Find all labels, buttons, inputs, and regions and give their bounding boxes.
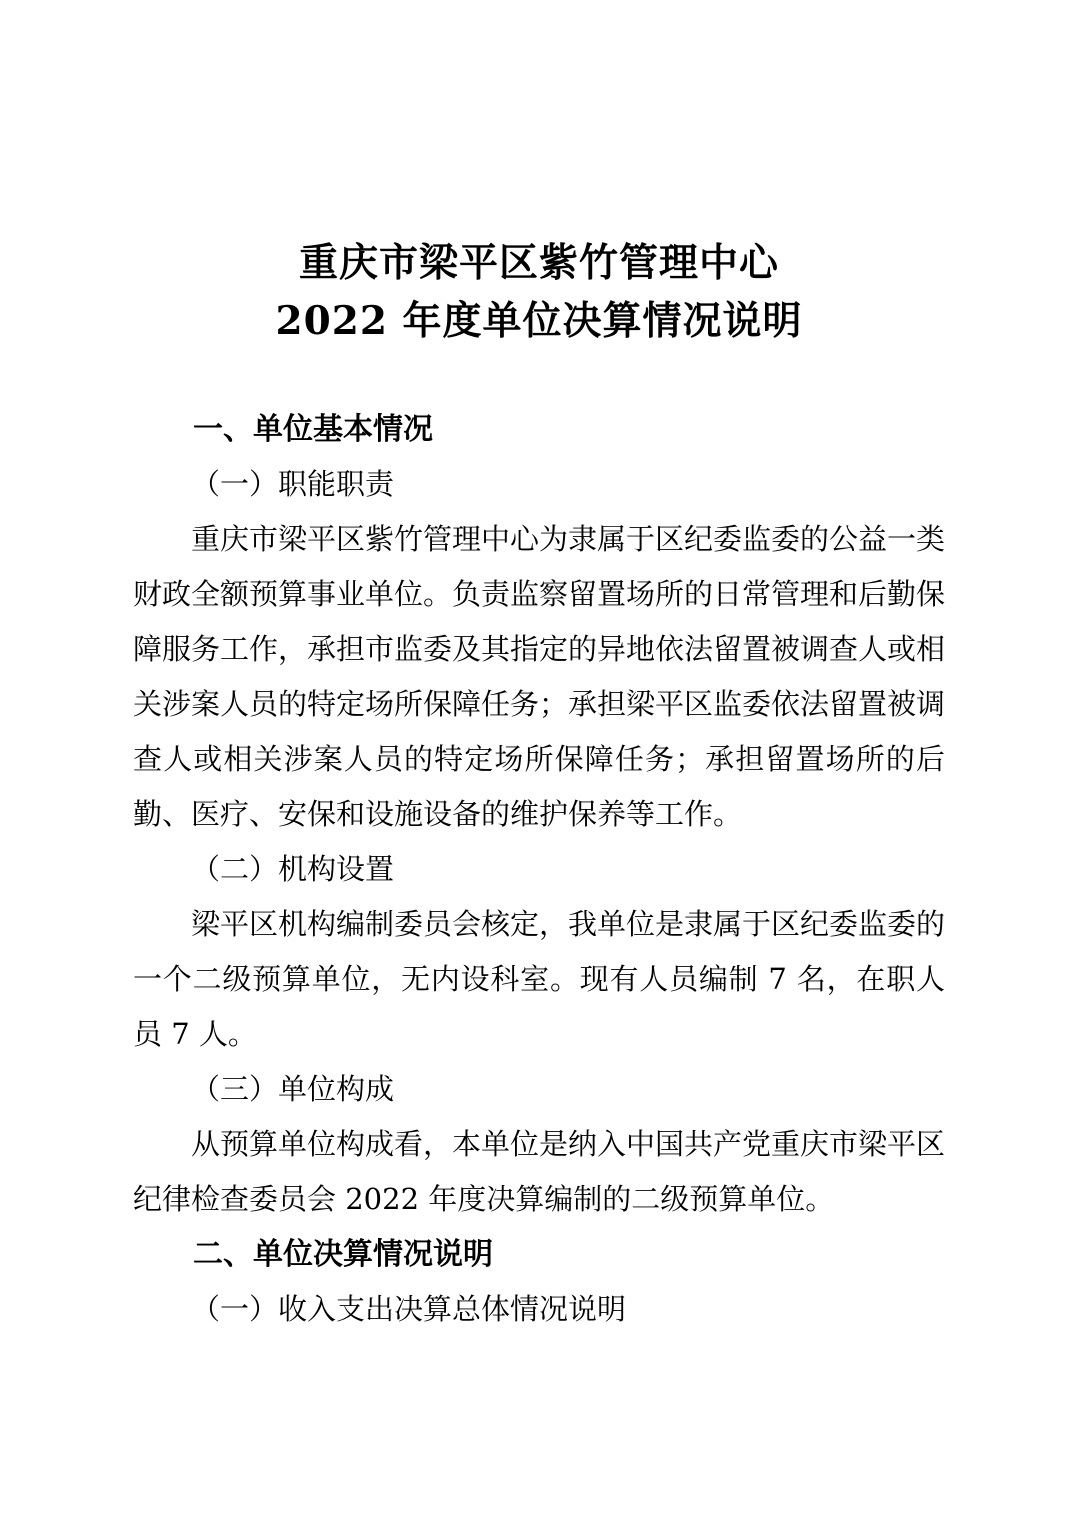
paragraph-duties: 重庆市梁平区紫竹管理中心为隶属于区纪委监委的公益一类财政全额预算事业单位。负责监察留置场所的日常管理和后勤保障服务工作，承担市监委及其指定的异地依法留置被调查人或相关涉案人员的特定场所保障任务；承担梁平区监委依法留置被调查人或相关涉案人员的特定场所保障任务；承担留置场所的后勤、医疗、安保和设施设备的维护保养等工作。 bbox=[133, 522, 946, 831]
section-1-2-subheading: （二）机构设置 bbox=[191, 852, 395, 886]
section-2-heading: 二、单位决算情况说明 bbox=[193, 1237, 493, 1272]
section-2-1-subheading: （一）收入支出决算总体情况说明 bbox=[191, 1292, 627, 1326]
paragraph-org-setup: 梁平区机构编制委员会核定，我单位是隶属于区纪委监委的一个二级预算单位，无内设科室。现有人员编制 7 名，在职人员 7 人。 bbox=[133, 907, 946, 1051]
document-title bbox=[133, 234, 945, 350]
paragraph-composition: 从预算单位构成看，本单位是纳入中国共产党重庆市梁平区纪律检查委员会 2022 年度决算编制的二级预算单位。 bbox=[133, 1127, 946, 1216]
document-title-line-2: 2022 年度单位决算情况说明 bbox=[275, 298, 803, 344]
document-body bbox=[133, 402, 945, 1337]
section-1-3-subheading: （三）单位构成 bbox=[191, 1072, 395, 1106]
document-title-line-1: 重庆市梁平区紫竹管理中心 bbox=[298, 240, 779, 286]
section-1-heading: 一、单位基本情况 bbox=[193, 412, 433, 447]
section-1-1-subheading: （一）职能职责 bbox=[191, 467, 395, 501]
